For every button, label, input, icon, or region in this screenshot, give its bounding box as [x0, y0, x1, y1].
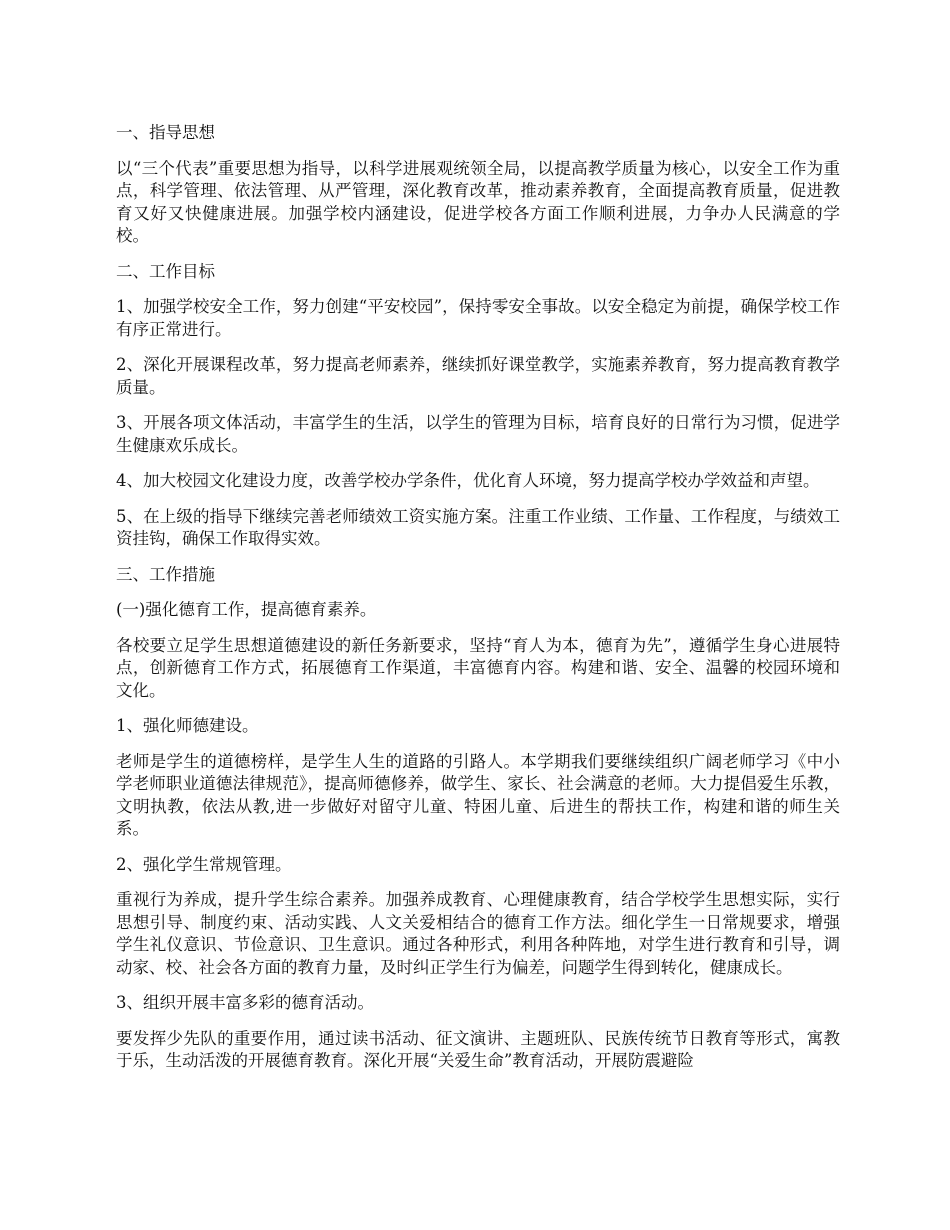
list-item-measure-2: 2、强化学生常规管理。	[116, 854, 292, 874]
section-heading-work-goals: 二、工作目标	[116, 261, 215, 281]
list-item-measure-3: 3、组织开展丰富多彩的德育活动。	[116, 993, 374, 1012]
subsection-heading-moral-education: (一)强化德育工作，提高德育素养。	[116, 600, 377, 619]
list-item-goal-1: 1、加强学校安全工作，努力创建“平安校园”，保持零安全事故。以安全稳定为前提，确保学校工作有序正常进行。	[116, 297, 840, 339]
paragraph: 要发挥少先队的重要作用，通过读书活动、征文演讲、主题班队、民族传统节日教育等形式，寓教于乐，生动活泼的开展德育教育。深化开展“关爱生命”教育活动，开展防震避险	[116, 1028, 840, 1070]
list-item-goal-4: 4、加大校园文化建设力度，改善学校办学条件，优化育人环境，努力提高学校办学效益和声望。	[116, 471, 820, 490]
list-item-goal-2: 2、深化开展课程改革，努力提高老师素养，继续抓好课堂教学，实施素养教育，努力提高教育教学质量。	[116, 355, 840, 397]
list-item-measure-1: 1、强化师德建设。	[116, 716, 259, 735]
paragraph: 重视行为养成，提升学生综合素养。加强养成教育、心理健康教育，结合学校学生思想实际，实行思想引导、制度约束、活动实践、人文关爱相结合的德育工作方法。细化学生一日常规要求，增强学生礼仪意识、节俭意识、卫生意识。通过各种形式，利用各种阵地，对学生进行教育和引导，调动家、校、社会各方面的教育力量，及时纠正学生行为偏差，问题学生得到转化，健康成长。	[116, 890, 840, 977]
paragraph: 以“三个代表”重要思想为指导，以科学进展观统领全局，以提高教学质量为核心，以安全工作为重点，科学管理、依法管理、从严管理，深化教育改革，推动素养教育，全面提高教育质量，促进教育又好又快健康进展。加强学校内涵建设，促进学校各方面工作顺利进展，力争办人民满意的学校。	[116, 158, 840, 245]
section-heading-guiding-ideology: 一、指导思想	[116, 123, 215, 142]
section-heading-work-measures: 三、工作措施	[116, 564, 215, 584]
list-item-goal-3: 3、开展各项文体活动，丰富学生的生活，以学生的管理为目标，培育良好的日常行为习惯，促进学生健康欢乐成长。	[116, 413, 840, 455]
paragraph: 各校要立足学生思想道德建设的新任务新要求，坚持“育人为本，德育为先”，遵循学生身心进展特点，创新德育工作方式，拓展德育工作渠道，丰富德育内容。构建和谐、安全、温馨的校园环境和文化。	[116, 635, 840, 700]
list-item-goal-5: 5、在上级的指导下继续完善老师绩效工资实施方案。注重工作业绩、工作量、工作程度，与绩效工资挂钩，确保工作取得实效。	[116, 506, 840, 548]
document-body	[116, 122, 840, 1086]
paragraph: 老师是学生的道德榜样，是学生人生的道路的引路人。本学期我们要继续组织广阔老师学习《中小学老师职业道德法律规范》，提高师德修养，做学生、家长、社会满意的老师。大力提倡爱生乐教，文明执教，依法从教,进一步做好对留守儿童、特困儿童、后进生的帮扶工作，构建和谐的师生关系。	[116, 751, 840, 838]
